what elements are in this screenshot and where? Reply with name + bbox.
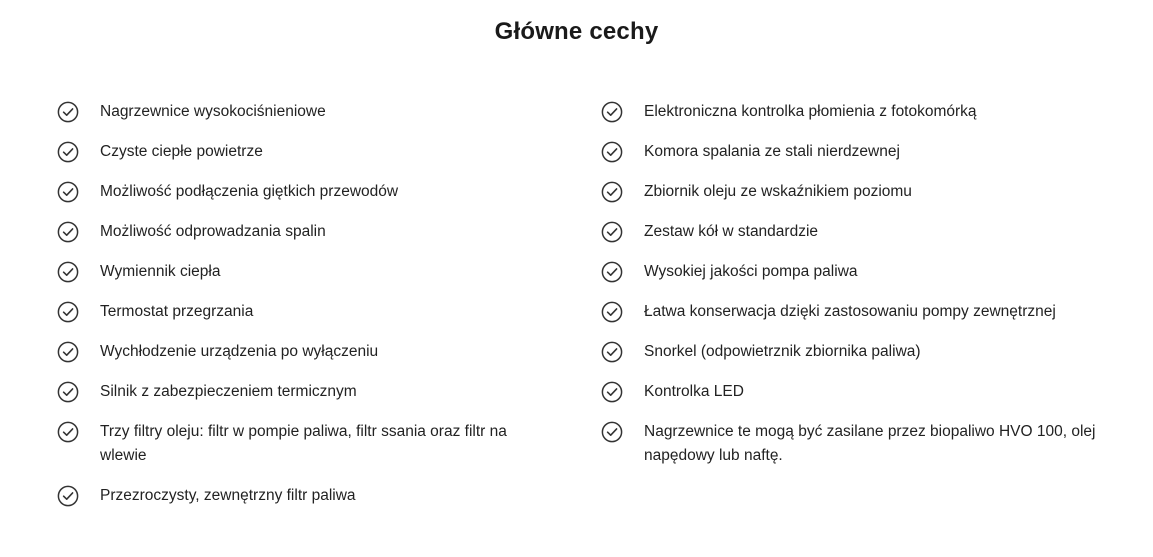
feature-item (57, 100, 537, 124)
check-circle-icon (57, 301, 79, 323)
check-circle-icon (601, 301, 623, 323)
feature-label: Snorkel (odpowietrznik zbiornika paliwa) (644, 343, 921, 360)
features-list-right (601, 100, 1121, 484)
features-list-left (57, 100, 537, 524)
check-circle-icon (57, 261, 79, 283)
check-circle-icon (601, 221, 623, 243)
feature-item (601, 220, 1121, 244)
feature-item (601, 300, 1121, 324)
feature-item (57, 380, 537, 404)
feature-item (57, 220, 537, 244)
check-circle-icon (601, 421, 623, 443)
feature-label: Zbiornik oleju ze wskaźnikiem poziomu (644, 183, 912, 200)
feature-label: Zestaw kół w standardzie (644, 223, 819, 240)
feature-item (601, 380, 1121, 404)
check-circle-icon (57, 141, 79, 163)
feature-label: Możliwość odprowadzania spalin (100, 223, 326, 240)
feature-item (57, 140, 537, 164)
check-circle-icon (57, 101, 79, 123)
check-circle-icon (57, 381, 79, 403)
feature-item (601, 260, 1121, 284)
check-circle-icon (601, 381, 623, 403)
feature-label: Łatwa konserwacja dzięki zastosowaniu pompy zewnętrznej (644, 303, 1056, 320)
section-title: Główne cechy (494, 18, 659, 45)
feature-item (601, 100, 1121, 124)
feature-label: Kontrolka LED (644, 383, 744, 400)
check-circle-icon (57, 421, 79, 443)
feature-item (57, 300, 537, 324)
feature-label: Elektroniczna kontrolka płomienia z fotokomórką (644, 103, 977, 120)
check-circle-icon (601, 181, 623, 203)
feature-label: Nagrzewnice wysokociśnieniowe (100, 103, 326, 120)
feature-label: Wymiennik ciepła (100, 263, 221, 280)
feature-label: Możliwość podłączenia giętkich przewodów (100, 183, 399, 200)
feature-item (601, 340, 1121, 364)
feature-label: Wychłodzenie urządzenia po wyłączeniu (100, 343, 379, 360)
feature-item (601, 420, 1121, 468)
feature-label: Przezroczysty, zewnętrzny filtr paliwa (100, 487, 356, 504)
feature-label: Komora spalania ze stali nierdzewnej (644, 143, 900, 160)
feature-label: Silnik z zabezpieczeniem termicznym (100, 383, 357, 400)
feature-label: Termostat przegrzania (100, 303, 254, 320)
feature-label: Czyste ciepłe powietrze (100, 143, 263, 160)
feature-item (57, 340, 537, 364)
feature-item (57, 484, 537, 508)
check-circle-icon (601, 261, 623, 283)
feature-item (57, 260, 537, 284)
check-circle-icon (601, 341, 623, 363)
feature-item (601, 140, 1121, 164)
feature-item (57, 420, 537, 468)
check-circle-icon (57, 341, 79, 363)
check-circle-icon (601, 141, 623, 163)
feature-item (57, 180, 537, 204)
feature-label: Trzy filtry oleju: filtr w pompie paliwa, filtr ssania oraz filtr na wlewie (100, 423, 507, 464)
check-circle-icon (57, 221, 79, 243)
check-circle-icon (57, 485, 79, 507)
check-circle-icon (57, 181, 79, 203)
feature-label: Wysokiej jakości pompa paliwa (644, 263, 858, 280)
feature-item (601, 180, 1121, 204)
feature-label: Nagrzewnice te mogą być zasilane przez biopaliwo HVO 100, olej napędowy lub naftę. (644, 423, 1096, 464)
check-circle-icon (601, 101, 623, 123)
